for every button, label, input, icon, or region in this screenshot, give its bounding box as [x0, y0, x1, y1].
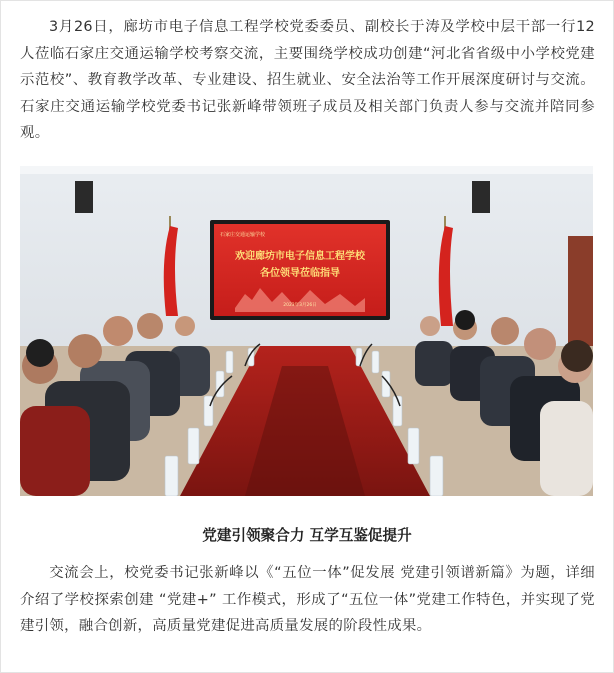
section-subheading: 党建引领聚合力 互学互鉴促提升	[202, 527, 412, 544]
screen-school-name: 石家庄交通运输学校	[220, 232, 266, 238]
intro-paragraph: 3月26日，廊坊市电子信息工程学校党委委员、副校长于涛及学校中层干部一行12人莅临石家庄交通运输学校考察交流，主要围绕学校成功创建“河北省省级中小学校党建示范校”、教育教学改革、专业建设、招生就业、安全法治等工作开展深度研讨与交流。石家庄交通运输学校党委书记张新峰带领班子成员及相关部门负责人参与交流并陪同参观。	[20, 19, 595, 141]
screen-welcome-line1: 欢迎廊坊市电子信息工程学校	[235, 251, 365, 262]
meeting-photo-illustration	[20, 166, 593, 496]
meeting-photo	[20, 166, 593, 496]
body-paragraph: 交流会上，校党委书记张新峰以《“五位一体”促发展 党建引领谱新篇》为题，详细介绍了学校探索创建 “党建+” 工作模式，形成了“五位一体”党建工作特色，并实现了党建引领，融合创新，高质量党建促进高质量发展的阶段性成果。	[20, 565, 595, 634]
door	[568, 236, 593, 356]
speaker-right	[472, 181, 490, 213]
screen-welcome-line2: 各位领导莅临指导	[260, 268, 340, 279]
speaker-left	[75, 181, 93, 213]
screen-date: 2023年3月26日	[283, 303, 317, 308]
